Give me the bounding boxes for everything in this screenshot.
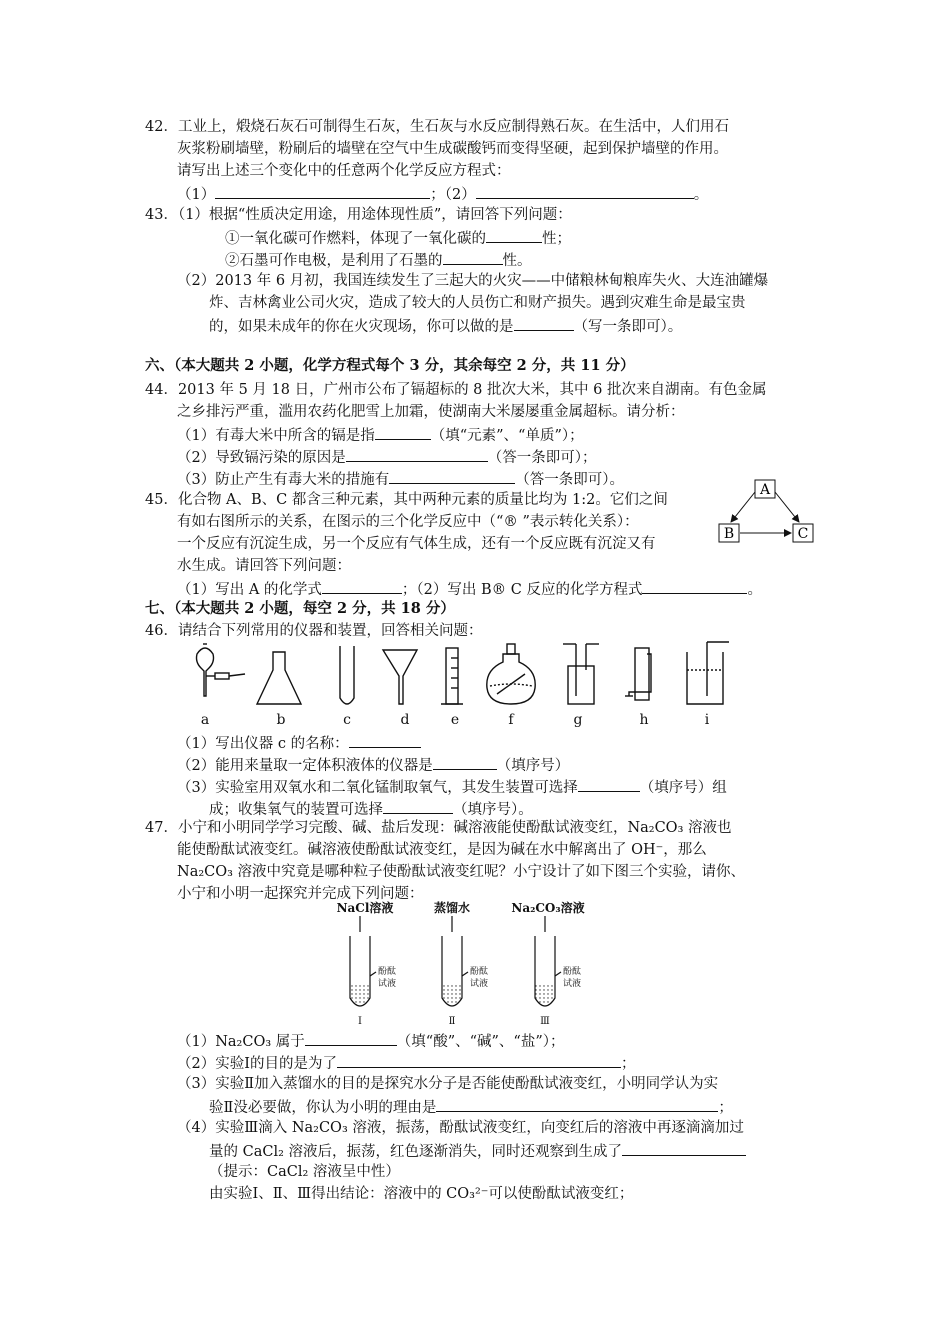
tube3-pointer xyxy=(555,972,561,976)
measuring-cylinder-icon xyxy=(441,648,463,704)
q44-blank-1[interactable] xyxy=(375,424,431,440)
node-a-label: A xyxy=(759,482,771,498)
q42-blank-2[interactable] xyxy=(476,183,694,199)
q45-end: 。 xyxy=(747,582,762,598)
section-7-title: 七、（本大题共 2 小题，每空 2 分，共 18 分） xyxy=(145,600,455,617)
beaker-icon xyxy=(687,642,729,704)
q47-line2: 能使酚酞试液变红。碱溶液使酚酞试液变红，是因为碱在水中解离出了 OH⁻，那么 xyxy=(177,842,707,858)
q45-line2: 有如右图所示的关系，在图示的三个化学反应中（“® ”表示转化关系）： xyxy=(177,514,639,530)
q45-text-5a: （1）写出 A 的化学式 xyxy=(177,582,322,598)
lab-apparatus-figure xyxy=(185,640,745,730)
tube2-pointer xyxy=(462,972,468,976)
q47-blank-4[interactable] xyxy=(622,1140,746,1156)
arrow-a-to-c xyxy=(775,492,799,522)
q44-blank-2[interactable] xyxy=(346,446,488,462)
q47-sub3-line2 xyxy=(209,1096,733,1118)
separatory-funnel-icon xyxy=(197,644,246,696)
q47-text-2b: ； xyxy=(620,1056,636,1072)
q46-text-5b: （填序号）。 xyxy=(453,802,533,818)
test-tube-icon xyxy=(340,646,354,704)
q45-line5 xyxy=(177,578,762,600)
q43-blank-3[interactable] xyxy=(514,315,574,331)
apparatus-label-g: g xyxy=(573,712,583,728)
apparatus-label-i: i xyxy=(704,712,710,728)
q46-text-4a: （3）实验室用双氧水和二氧化锰制取氧气，其发生装置可选择 xyxy=(177,780,578,796)
apparatus-label-e: e xyxy=(450,712,460,728)
tube3-reagent-line2: 试液 xyxy=(563,979,582,989)
q44-text-3b: （填“元素”、“单质”）； xyxy=(430,428,584,444)
q44-line5 xyxy=(177,468,624,490)
tube1-pointer xyxy=(370,972,376,976)
q44-line2: 之乡排污严重，滥用农药化肥雪上加霜，使湖南大米屡屡重金属超标。请分析： xyxy=(177,404,685,420)
q47-sub1 xyxy=(177,1030,565,1052)
gas-washing-bottle-icon xyxy=(563,644,599,704)
q43-line2 xyxy=(225,227,571,249)
alcohol-lamp-icon xyxy=(487,644,535,704)
tube3-number: Ⅲ xyxy=(540,1016,550,1027)
q45-blank-1[interactable] xyxy=(322,578,402,594)
q45-line4: 水生成。请回答下列问题： xyxy=(177,558,351,574)
q43-line1: 43．（1）根据“性质决定用途，用途体现性质”，请回答下列问题： xyxy=(145,207,572,223)
q46-line3 xyxy=(177,754,569,776)
q43-text-3a: ②石墨可作电极，是利用了石墨的 xyxy=(225,253,443,269)
q47-sub3-line1: （3）实验Ⅱ加入蒸馏水的目的是探究水分子是否能使酚酞试液变红，小明同学认为实 xyxy=(177,1076,719,1092)
q43-text-3b: 性。 xyxy=(502,253,532,269)
q46-line5 xyxy=(209,798,533,820)
q44-line4 xyxy=(177,446,596,468)
q44-text-4b: （答一条即可）； xyxy=(487,450,597,466)
tube1-reagent-line2: 试液 xyxy=(378,979,397,989)
q43-line3 xyxy=(225,249,532,271)
tube2-title: 蒸馏水 xyxy=(433,901,471,915)
q42-end: 。 xyxy=(693,187,709,203)
node-b-label: B xyxy=(723,526,735,542)
q47-text-3b: 验Ⅱ没必要做，你认为小明的理由是 xyxy=(209,1100,437,1116)
q44-text-4a: （2）导致镉污染的原因是 xyxy=(177,450,346,466)
q47-sub4-line1: （4）实验Ⅲ滴入 Na₂CO₃ 溶液，振荡，酚酞试液变红，向变红后的溶液中再逐滴滴加过 xyxy=(177,1120,744,1136)
q46-text-4b: （填序号）组 xyxy=(639,780,727,796)
conical-flask-icon xyxy=(257,652,301,704)
apparatus-label-b: b xyxy=(276,712,286,728)
q47-blank-1[interactable] xyxy=(305,1030,397,1046)
q47-sub2 xyxy=(177,1052,635,1074)
q42-line2: 灰浆粉刷墙壁，粉刷后的墙壁在空气中生成碳酸钙而变得坚硬，起到保护墙壁的作用。 xyxy=(177,141,728,157)
q47-line3: Na₂CO₃ 溶液中究竟是哪种粒子使酚酞试液变红呢？小宁设计了如下图三个实验，请你、 xyxy=(177,864,746,880)
tube3-reagent-line1: 酚酞 xyxy=(563,967,582,977)
q46-line4 xyxy=(177,776,727,798)
q46-text-3b: （填序号） xyxy=(496,758,570,774)
q45-line1: 45．化合物 A、B、C 都含三种元素，其中两种元素的质量比均为 1:2。它们之间 xyxy=(145,492,668,508)
q43-text-6a: 的，如果未成年的你在火灾现场，你可以做的是 xyxy=(209,319,514,335)
q44-line1: 44．2013 年 5 月 18 日，广州市公布了镉超标的 8 批次大米，其中 6 批次来自湖南。有色金属 xyxy=(145,382,767,398)
q44-text-3a: （1）有毒大米中所含的镉是指 xyxy=(177,428,375,444)
q43-text-2b: 性； xyxy=(542,231,571,247)
section-6-title: 六、（本大题共 2 小题，化学方程式每个 3 分，其余每空 2 分，共 11 分） xyxy=(145,357,635,374)
tube2-reagent-line2: 试液 xyxy=(470,979,489,989)
tube1-reagent-line1: 酚酞 xyxy=(378,967,397,977)
apparatus-label-h: h xyxy=(639,712,649,728)
q44-text-5b: （答一条即可）。 xyxy=(515,472,624,488)
q47-text-4b: 量的 CaCl₂ 溶液后，振荡，红色逐渐消失，同时还观察到生成了 xyxy=(209,1144,622,1160)
q47-text-2a: （2）实验Ⅰ的目的是为了 xyxy=(177,1056,337,1072)
gas-collecting-tube-icon xyxy=(625,648,651,700)
q46-blank-4[interactable] xyxy=(383,798,453,814)
q42-blank-1[interactable] xyxy=(215,183,430,199)
q47-blank-3[interactable] xyxy=(436,1096,718,1112)
q45-text-5b: ；（2）写出 B® C 反应的化学方程式 xyxy=(401,582,643,598)
q47-line4: 小宁和小明一起探究并完成下列问题： xyxy=(177,886,424,902)
tube2-number: Ⅱ xyxy=(448,1016,456,1027)
q43-line6 xyxy=(209,315,682,337)
q42-line1: 42．工业上，煅烧石灰石可制得生石灰，生石灰与水反应制得熟石灰。在生活中，人们用石 xyxy=(145,119,729,135)
q44-text-5a: （3）防止产生有毒大米的措施有 xyxy=(177,472,390,488)
q47-sub4-line2 xyxy=(209,1140,746,1162)
q45-line3: 一个反应有沉淀生成，另一个反应有气体生成，还有一个反应既有沉淀又有 xyxy=(177,536,656,552)
node-c-label: C xyxy=(797,526,809,542)
q44-blank-3[interactable] xyxy=(389,468,515,484)
q43-line5: 炸、吉林禽业公司火灾，造成了较大的人员伤亡和财产损失。遇到灾难生命是最宝贵 xyxy=(209,295,746,311)
arrow-a-to-b xyxy=(731,492,755,522)
q42-label-2: ；（2） xyxy=(430,187,476,203)
q43-text-6b: （写一条即可）。 xyxy=(573,319,683,335)
phenolphthalein-experiment-figure xyxy=(330,896,600,1028)
q46-line2 xyxy=(177,732,421,754)
apparatus-label-d: d xyxy=(400,712,410,728)
q42-label-1: （1） xyxy=(177,187,216,203)
q46-text-3a: （2）能用来量取一定体积液体的仪器是 xyxy=(177,758,433,774)
q47-sub4-line4: 由实验Ⅰ、Ⅱ、Ⅲ得出结论：溶液中的 CO₃²⁻可以使酚酞试液变红； xyxy=(209,1186,634,1202)
apparatus-label-f: f xyxy=(508,712,514,728)
q43-line4: （2）2013 年 6 月初，我国连续发生了三起大的火灾——中储粮林甸粮库失火、大连油罐爆 xyxy=(177,273,769,289)
q47-blank-2[interactable] xyxy=(337,1052,621,1068)
tube2-reagent-line1: 酚酞 xyxy=(470,967,489,977)
tube1-number: Ⅰ xyxy=(358,1016,362,1027)
q44-line3 xyxy=(177,424,584,446)
q47-sub4-line3: （提示：CaCl₂ 溶液呈中性） xyxy=(209,1164,400,1180)
q46-text-2a: （1）写出仪器 c 的名称： xyxy=(177,736,349,752)
q46-blank-3[interactable] xyxy=(578,776,640,792)
funnel-icon xyxy=(383,650,417,704)
q43-blank-2[interactable] xyxy=(443,249,503,265)
q46-text-5a: 成；收集氧气的装置可选择 xyxy=(209,802,383,818)
tube3-title: Na₂CO₃溶液 xyxy=(511,901,585,915)
q42-answer-line xyxy=(177,183,708,205)
apparatus-label-a: a xyxy=(200,712,210,728)
apparatus-label-c: c xyxy=(343,712,351,728)
q46-blank-1[interactable] xyxy=(349,732,421,748)
q42-line3: 请写出上述三个变化中的任意两个化学反应方程式： xyxy=(177,163,511,179)
q47-text-1b: （填“酸”、“碱”、“盐”）； xyxy=(396,1034,565,1050)
q47-text-3c: ； xyxy=(718,1100,733,1116)
q43-text-2a: ①一氧化碳可作燃料，体现了一氧化碳的 xyxy=(225,231,486,247)
q47-line1: 47．小宁和小明同学学习完酸、碱、盐后发现：碱溶液能使酚酞试液变红，Na₂CO₃ 溶液也 xyxy=(145,820,732,836)
q46-blank-2[interactable] xyxy=(433,754,497,770)
tube1-title: NaCl溶液 xyxy=(336,901,394,915)
abc-relation-diagram xyxy=(715,476,817,546)
q43-blank-1[interactable] xyxy=(486,227,542,243)
q47-text-1a: （1）Na₂CO₃ 属于 xyxy=(177,1034,305,1050)
q45-blank-2[interactable] xyxy=(642,578,747,594)
q46-line1: 46．请结合下列常用的仪器和装置，回答相关问题： xyxy=(145,623,483,639)
